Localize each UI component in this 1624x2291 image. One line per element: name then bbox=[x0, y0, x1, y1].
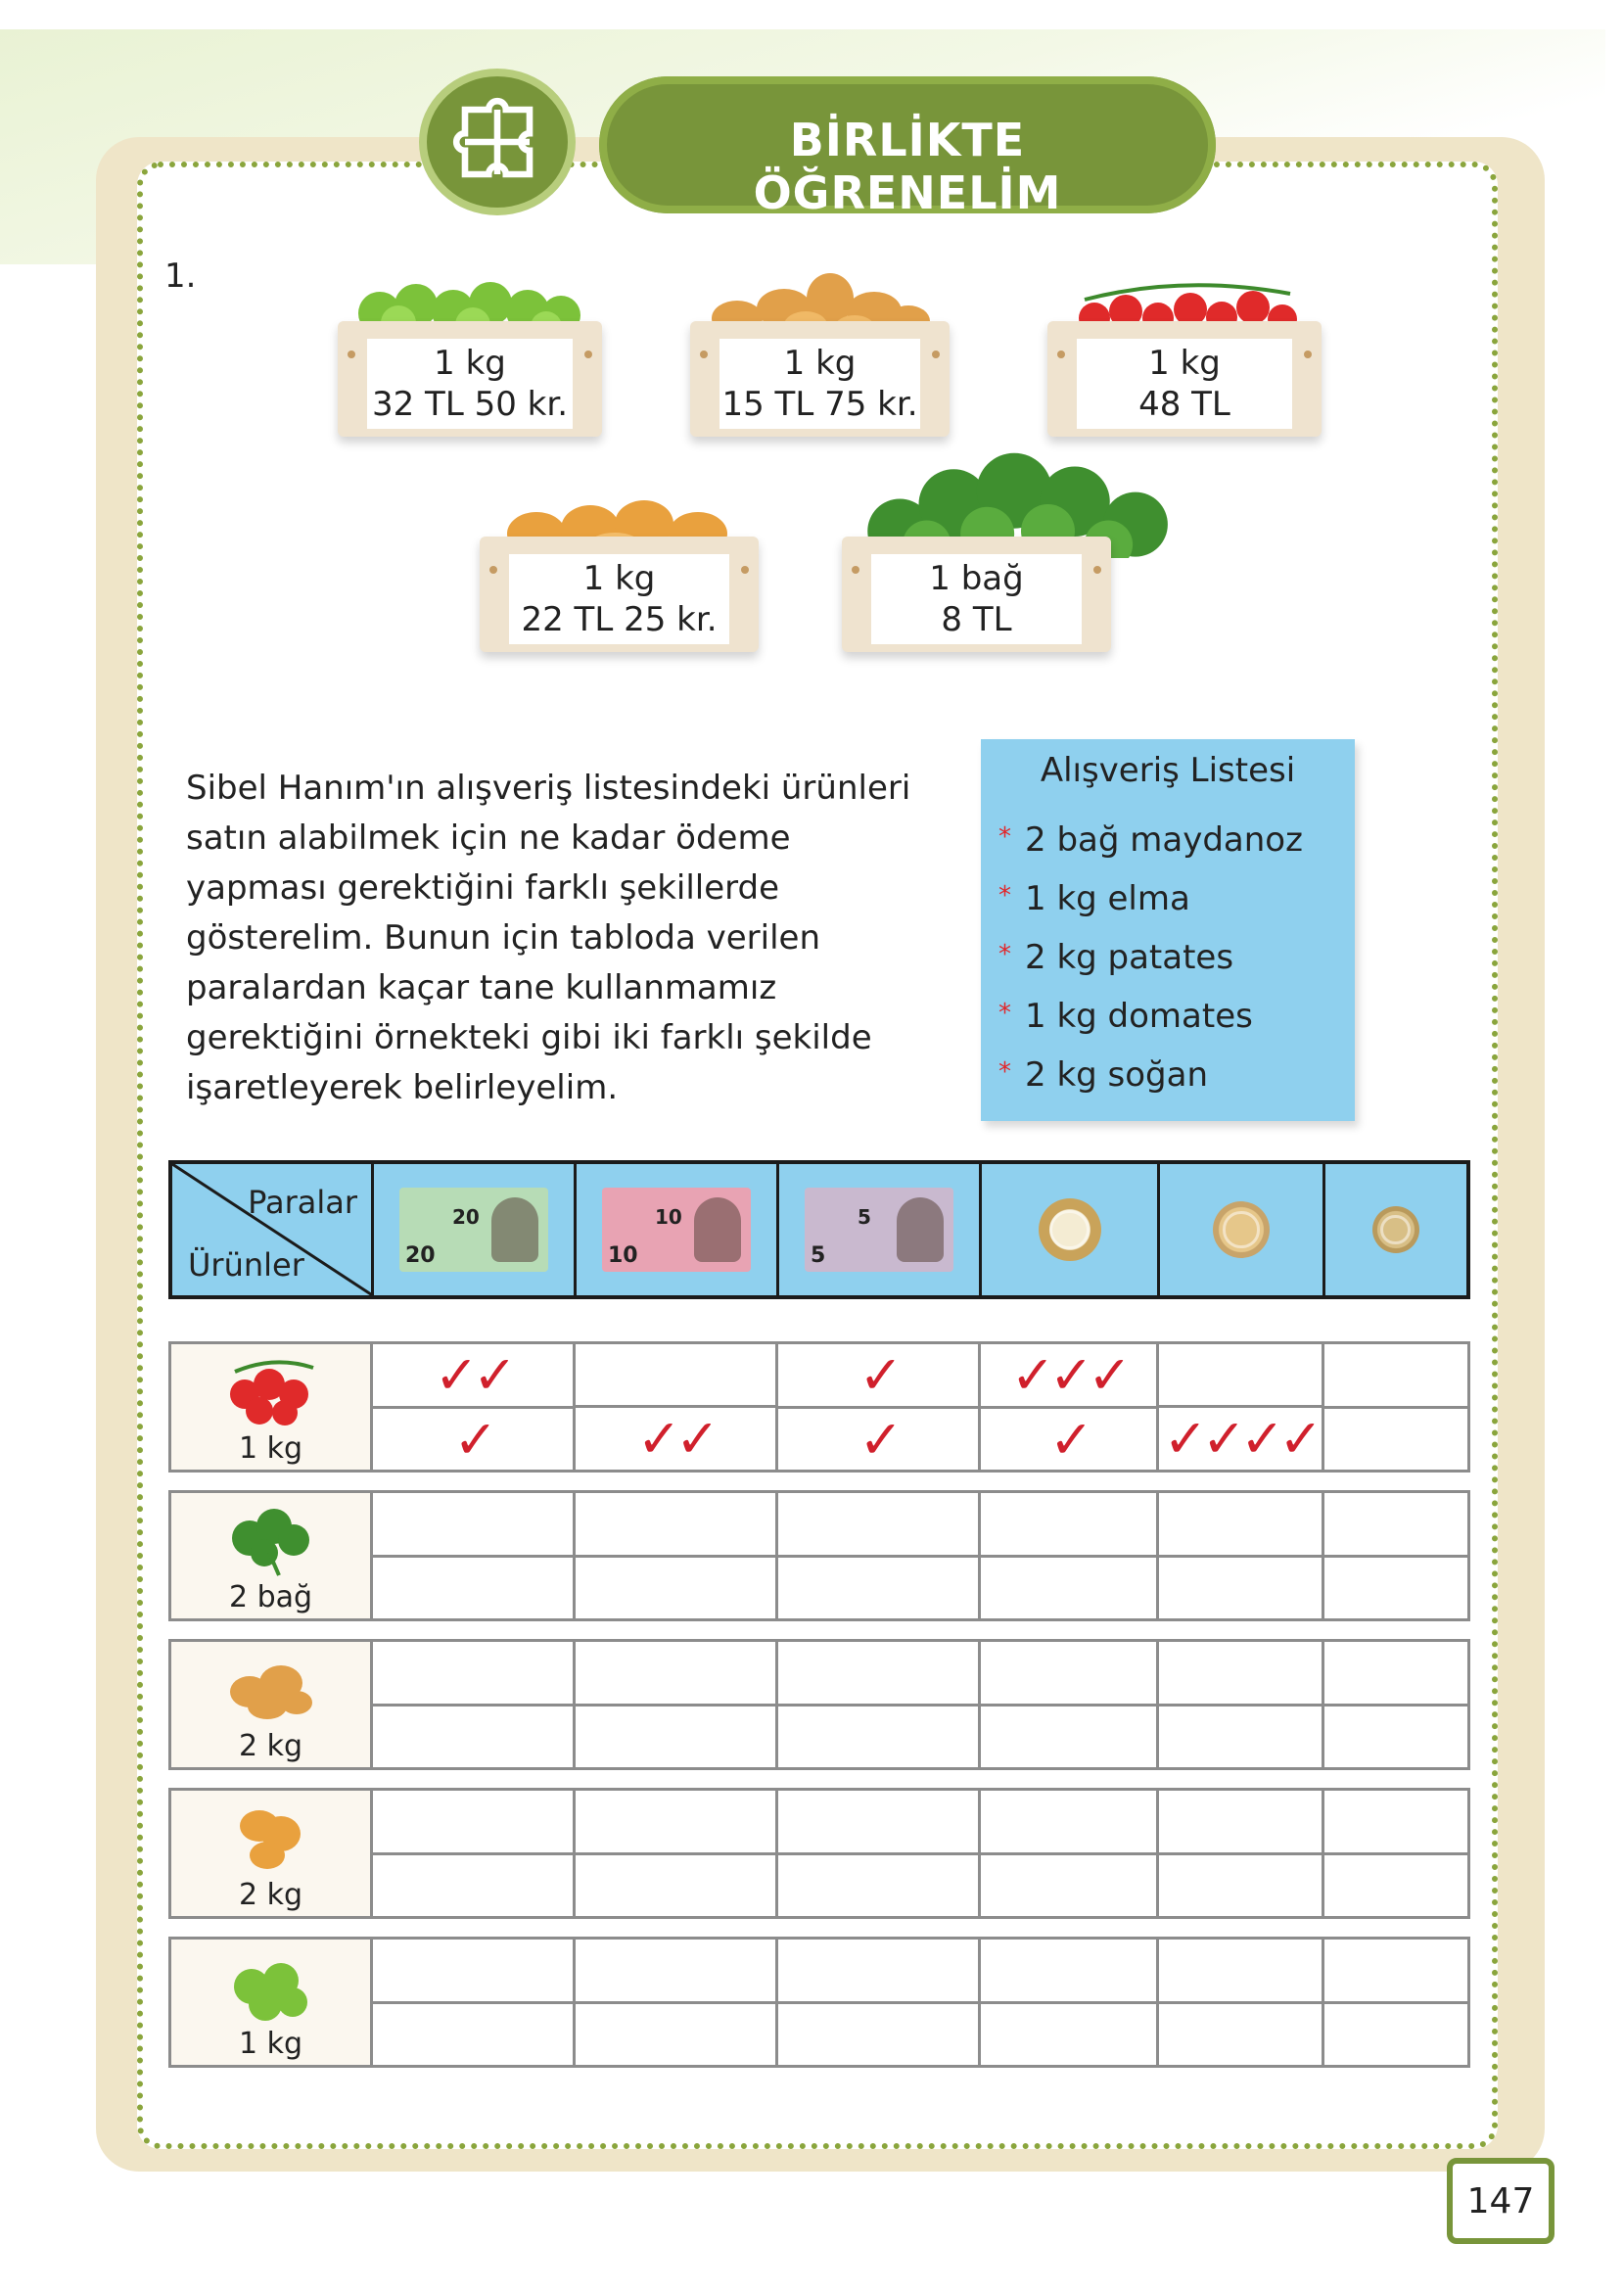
check-cell[interactable] bbox=[576, 2004, 775, 2066]
check-cell[interactable] bbox=[981, 1855, 1156, 1917]
price-text: 15 TL 75 kr. bbox=[721, 385, 918, 424]
money-column bbox=[778, 1791, 981, 1916]
money-column bbox=[373, 1791, 576, 1916]
product-quantity: 1 kg bbox=[238, 2027, 303, 2061]
check-cell[interactable] bbox=[373, 1558, 573, 1619]
coin-25kr-icon bbox=[1372, 1206, 1419, 1253]
check-cell[interactable] bbox=[373, 1493, 573, 1558]
crate-potatoes bbox=[690, 264, 950, 441]
onions-icon bbox=[220, 1797, 318, 1875]
check-cell[interactable] bbox=[981, 1642, 1156, 1707]
crate-parsley bbox=[842, 480, 1111, 656]
money-table-header bbox=[168, 1160, 1470, 1299]
price-label bbox=[367, 339, 573, 429]
check-cell[interactable] bbox=[1324, 1791, 1467, 1855]
check-cell[interactable] bbox=[981, 2004, 1156, 2066]
corner-cell bbox=[172, 1164, 374, 1295]
check-cell[interactable] bbox=[778, 1855, 978, 1917]
check-cell[interactable] bbox=[576, 1707, 775, 1768]
shopping-list-title: Alışveriş Listesi bbox=[1040, 751, 1296, 790]
list-item: * 2 kg patates bbox=[998, 938, 1234, 977]
money-column bbox=[778, 1344, 981, 1470]
check-cell[interactable]: ✓ bbox=[778, 1344, 978, 1409]
crate-apples bbox=[338, 264, 602, 441]
banknote-5-icon: 5 5 bbox=[805, 1188, 953, 1272]
money-column bbox=[1159, 1791, 1324, 1916]
check-cell[interactable]: ✓ bbox=[453, 1409, 492, 1471]
check-cell[interactable]: ✓✓ bbox=[373, 1344, 573, 1409]
check-cell[interactable] bbox=[576, 1791, 775, 1855]
price-text: 48 TL bbox=[1138, 385, 1230, 424]
section-title: BİRLİKTE ÖĞRENELİM bbox=[753, 114, 1062, 219]
price-label bbox=[1077, 339, 1292, 429]
page-number: 147 bbox=[1447, 2158, 1554, 2244]
check-cell[interactable] bbox=[778, 2004, 978, 2066]
money-column bbox=[1324, 1493, 1467, 1618]
table-row bbox=[168, 1937, 1470, 2068]
table-row bbox=[168, 1788, 1470, 1919]
price-label bbox=[719, 339, 920, 429]
check-cell[interactable] bbox=[1324, 1493, 1467, 1558]
table-row bbox=[168, 1341, 1470, 1473]
check-cell[interactable]: ✓✓✓ bbox=[981, 1344, 1156, 1409]
coin-1tl-icon bbox=[1039, 1198, 1101, 1261]
shopping-list bbox=[998, 810, 1303, 1103]
banknote-10-icon: 10 10 bbox=[602, 1188, 751, 1272]
list-item: * 1 kg domates bbox=[998, 997, 1253, 1036]
check-cell[interactable] bbox=[1159, 1707, 1322, 1768]
check-cell[interactable] bbox=[1324, 1558, 1467, 1619]
check-cell[interactable] bbox=[1159, 1493, 1322, 1558]
check-cell[interactable] bbox=[981, 1707, 1156, 1768]
check-cell[interactable] bbox=[576, 1344, 775, 1408]
check-cell[interactable] bbox=[373, 1791, 573, 1855]
row-heading: Ürünler bbox=[188, 1246, 304, 1284]
check-cell[interactable] bbox=[981, 1493, 1156, 1558]
section-header bbox=[599, 76, 1216, 219]
money-column bbox=[981, 1493, 1159, 1618]
check-cell[interactable] bbox=[981, 1558, 1156, 1619]
check-cell[interactable] bbox=[373, 1707, 573, 1768]
crate-tomatoes bbox=[1047, 264, 1322, 441]
check-cell[interactable] bbox=[1159, 1642, 1322, 1707]
money-column bbox=[981, 1791, 1159, 1916]
puzzle-icon bbox=[419, 69, 576, 215]
product-quantity: 2 bağ bbox=[228, 1580, 313, 1614]
list-item: * 1 kg elma bbox=[998, 879, 1190, 918]
shopping-list-note bbox=[981, 739, 1355, 1121]
asterisk-icon: * bbox=[998, 1057, 1011, 1087]
tomatoes-icon bbox=[220, 1350, 318, 1428]
check-cell[interactable] bbox=[778, 1940, 978, 2004]
question-number: 1. bbox=[164, 257, 197, 296]
list-item: * 2 bağ maydanoz bbox=[998, 820, 1303, 860]
check-cell[interactable] bbox=[778, 1642, 978, 1707]
banknote-20-icon: 20 20 bbox=[399, 1188, 548, 1272]
product-quantity: 2 kg bbox=[238, 1729, 303, 1763]
table-row bbox=[168, 1639, 1470, 1770]
money-column bbox=[576, 1940, 778, 2065]
check-cell[interactable] bbox=[778, 1558, 978, 1619]
check-cell[interactable]: ✓✓ bbox=[636, 1408, 715, 1470]
price-text: 32 TL 50 kr. bbox=[371, 385, 568, 424]
check-cell[interactable]: ✓✓✓✓ bbox=[1163, 1408, 1318, 1470]
money-column bbox=[981, 1940, 1159, 2065]
coin-50kr-icon bbox=[1213, 1201, 1270, 1258]
parsley-icon bbox=[220, 1499, 318, 1577]
money-column bbox=[576, 1791, 778, 1916]
check-cell[interactable] bbox=[1324, 1642, 1467, 1707]
money-column bbox=[1324, 1642, 1467, 1767]
check-cell[interactable] bbox=[576, 1558, 775, 1619]
money-column bbox=[778, 1493, 981, 1618]
check-cell[interactable] bbox=[373, 2004, 573, 2066]
check-cell[interactable] bbox=[1324, 1344, 1467, 1409]
instruction-paragraph: Sibel Hanım'ın alışveriş listesindeki ürünleri satın alabilmek için ne kadar ödeme yapması gerektiğini farklı şekillerde gösterelim. Bunun için tabloda verilen paralardan kaçar tane kullanmamız gerektiğini örnekteki gibi iki farklı şekilde işaretleyerek belirleyelim. bbox=[186, 769, 911, 1107]
table-row bbox=[168, 1490, 1470, 1621]
money-column bbox=[1159, 1344, 1324, 1470]
check-cell[interactable] bbox=[576, 1493, 775, 1558]
check-cell[interactable] bbox=[373, 1855, 573, 1917]
price-label bbox=[871, 554, 1082, 644]
money-col-25kr bbox=[1325, 1164, 1465, 1295]
money-column bbox=[1324, 1940, 1467, 2065]
check-cell[interactable] bbox=[576, 1855, 775, 1917]
product-cell bbox=[171, 1791, 373, 1916]
product-cell bbox=[171, 1642, 373, 1767]
check-cell[interactable] bbox=[1324, 1409, 1467, 1471]
check-cell[interactable] bbox=[1324, 2004, 1467, 2066]
money-col-5tl bbox=[779, 1164, 982, 1295]
check-cell[interactable] bbox=[778, 1493, 978, 1558]
column-heading: Paralar bbox=[248, 1184, 357, 1221]
money-column bbox=[778, 1940, 981, 2065]
check-cell[interactable] bbox=[778, 1707, 978, 1768]
money-col-10tl bbox=[577, 1164, 779, 1295]
unit-text: 1 kg bbox=[582, 559, 656, 598]
check-cell[interactable] bbox=[981, 1791, 1156, 1855]
asterisk-icon: * bbox=[998, 822, 1011, 852]
check-cell[interactable] bbox=[1159, 1855, 1322, 1917]
check-cell[interactable] bbox=[1324, 1940, 1467, 2004]
money-column bbox=[576, 1642, 778, 1767]
money-col-1tl bbox=[982, 1164, 1160, 1295]
money-col-50kr bbox=[1160, 1164, 1325, 1295]
price-text: 22 TL 25 kr. bbox=[521, 600, 718, 639]
apples-icon bbox=[220, 1945, 318, 2024]
money-column bbox=[576, 1493, 778, 1618]
money-column bbox=[373, 1940, 576, 2065]
check-cell[interactable]: ✓ bbox=[1048, 1409, 1089, 1471]
list-item: * 2 kg soğan bbox=[998, 1055, 1208, 1095]
potatoes-icon bbox=[220, 1648, 318, 1726]
money-column bbox=[778, 1642, 981, 1767]
asterisk-icon: * bbox=[998, 881, 1011, 911]
check-cell[interactable] bbox=[1324, 1855, 1467, 1917]
product-cell bbox=[171, 1940, 373, 2065]
asterisk-icon: * bbox=[998, 999, 1011, 1028]
product-cell bbox=[171, 1344, 373, 1470]
money-column bbox=[981, 1344, 1159, 1470]
unit-text: 1 bağ bbox=[929, 559, 1024, 598]
unit-text: 1 kg bbox=[783, 344, 857, 383]
money-column bbox=[373, 1344, 576, 1470]
check-cell[interactable]: ✓ bbox=[858, 1409, 898, 1471]
check-cell[interactable] bbox=[1159, 1558, 1322, 1619]
price-label bbox=[509, 554, 729, 644]
money-column bbox=[373, 1642, 576, 1767]
money-column bbox=[576, 1344, 778, 1470]
unit-text: 1 kg bbox=[1148, 344, 1221, 383]
money-column bbox=[1324, 1791, 1467, 1916]
check-cell[interactable] bbox=[576, 1940, 775, 2004]
check-cell[interactable] bbox=[1324, 1707, 1467, 1768]
unit-text: 1 kg bbox=[434, 344, 506, 383]
money-column bbox=[1159, 1493, 1324, 1618]
money-column bbox=[1159, 1642, 1324, 1767]
product-quantity: 2 kg bbox=[238, 1878, 303, 1912]
money-column bbox=[981, 1642, 1159, 1767]
price-text: 8 TL bbox=[941, 600, 1012, 639]
money-col-20tl bbox=[374, 1164, 577, 1295]
money-column bbox=[373, 1493, 576, 1618]
product-quantity: 1 kg bbox=[238, 1431, 303, 1466]
check-cell[interactable] bbox=[373, 1940, 573, 2004]
check-cell[interactable] bbox=[1159, 1791, 1322, 1855]
product-cell bbox=[171, 1493, 373, 1618]
money-column bbox=[1324, 1344, 1467, 1470]
check-cell[interactable] bbox=[1159, 1940, 1322, 2004]
check-cell[interactable] bbox=[373, 1642, 573, 1707]
check-cell[interactable] bbox=[576, 1642, 775, 1707]
check-cell[interactable] bbox=[1159, 2004, 1322, 2066]
asterisk-icon: * bbox=[998, 940, 1011, 969]
check-cell[interactable] bbox=[778, 1791, 978, 1855]
check-cell[interactable] bbox=[981, 1940, 1156, 2004]
crate-onions bbox=[480, 480, 759, 656]
check-cell[interactable] bbox=[1159, 1344, 1322, 1408]
money-column bbox=[1159, 1940, 1324, 2065]
